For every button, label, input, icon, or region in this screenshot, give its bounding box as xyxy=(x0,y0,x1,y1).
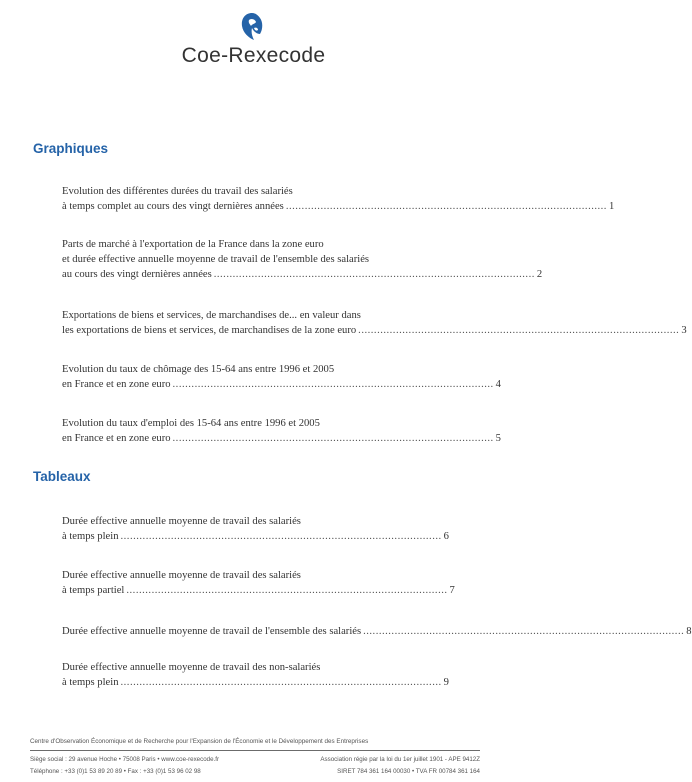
toc-entry-text: en France et en zone euro xyxy=(62,433,171,444)
footer-phone: Téléphone : +33 (0)1 53 89 20 89 • Fax : +33 (0)1 53 96 02 98 xyxy=(30,768,201,775)
dot-leader: ...................................................................................................... xyxy=(126,585,448,596)
toc-page-number: 9 xyxy=(443,677,449,688)
dot-leader: ...................................................................................................... xyxy=(285,201,607,212)
dot-leader: ...................................................................................................... xyxy=(363,626,685,637)
toc-entry-text: Evolution des différentes durées du travail des salariés xyxy=(62,186,293,197)
toc-entry-text: à temps complet au cours des vingt dernières années xyxy=(62,201,284,212)
toc-entry-text: en France et en zone euro xyxy=(62,379,171,390)
toc-entry-text: au cours des vingt dernières années xyxy=(62,269,212,280)
footer-association: Association régie par la loi du 1er juillet 1901 - APE 9412Z xyxy=(320,756,480,763)
dot-leader: ...................................................................................................... xyxy=(120,531,442,542)
section-title-tableaux: Tableaux xyxy=(33,469,91,484)
toc-page-number: 3 xyxy=(681,325,687,336)
toc-page-number: 1 xyxy=(608,201,615,212)
toc-entry[interactable] xyxy=(62,568,455,598)
toc-page-number: 6 xyxy=(443,531,449,542)
toc-entry-text: Durée effective annuelle moyenne de travail des salariés xyxy=(62,516,301,527)
toc-entry[interactable] xyxy=(62,237,543,282)
toc-page-number: 2 xyxy=(536,269,543,280)
dot-leader: ...................................................................................................... xyxy=(172,379,494,390)
dot-leader: ...................................................................................................... xyxy=(358,325,680,336)
toc-entry[interactable] xyxy=(62,660,449,690)
dot-leader: ...................................................................................................... xyxy=(213,269,535,280)
toc-entry-text: à temps plein xyxy=(62,677,119,688)
toc-entry[interactable] xyxy=(62,416,501,446)
toc-entry-text: Parts de marché à l'exportation de la France dans la zone euro xyxy=(62,239,324,250)
footer-address: Siège social : 29 avenue Hoche • 75008 Paris • www.coe-rexecode.fr xyxy=(30,756,220,763)
footer-divider xyxy=(30,750,480,751)
toc-entry-text: à temps partiel xyxy=(62,585,125,596)
toc-page-number: 7 xyxy=(449,585,455,596)
toc-page-number: 8 xyxy=(686,626,692,637)
toc-entry-text: et durée effective annuelle moyenne de travail de l'ensemble des salariés xyxy=(62,254,370,265)
toc-entry-text: Durée effective annuelle moyenne de travail des non-salariés xyxy=(62,662,321,673)
section-title-graphiques: Graphiques xyxy=(33,141,109,156)
toc-entry-text: Exportations de biens et services, de marchandises de... en valeur dans xyxy=(62,310,361,321)
toc-entry-text: à temps plein xyxy=(62,531,119,542)
toc-page-number: 4 xyxy=(495,379,501,390)
toc-entry[interactable] xyxy=(62,514,449,544)
dot-leader: ...................................................................................................... xyxy=(120,677,442,688)
toc-entry[interactable] xyxy=(62,624,692,639)
toc-entry-text: Evolution du taux d'emploi des 15-64 ans entre 1996 et 2005 xyxy=(62,418,320,429)
toc-entry-text: Evolution du taux de chômage des 15-64 ans entre 1996 et 2005 xyxy=(62,364,335,375)
toc-entry-text: Durée effective annuelle moyenne de travail de l'ensemble des salariés xyxy=(62,626,362,637)
toc-entry[interactable] xyxy=(62,362,501,392)
dot-leader: ...................................................................................................... xyxy=(172,433,494,444)
toc-entry[interactable] xyxy=(62,184,615,214)
footer-siret: SIRET 784 361 164 00030 • TVA FR 00784 361 164 xyxy=(337,768,480,775)
toc-entry[interactable] xyxy=(62,308,687,338)
brand-name: Coe-Rexecode xyxy=(181,44,326,67)
footer-organization: Centre d'Observation Économique et de Recherche pour l'Expansion de l'Économie et le Développement des Entreprises xyxy=(30,738,369,745)
toc-entry-text: les exportations de biens et services, de marchandises de la zone euro xyxy=(62,325,357,336)
toc-page-number: 5 xyxy=(495,433,501,444)
toc-entry-text: Durée effective annuelle moyenne de travail des salariés xyxy=(62,570,301,581)
globe-logo-icon xyxy=(240,12,264,42)
